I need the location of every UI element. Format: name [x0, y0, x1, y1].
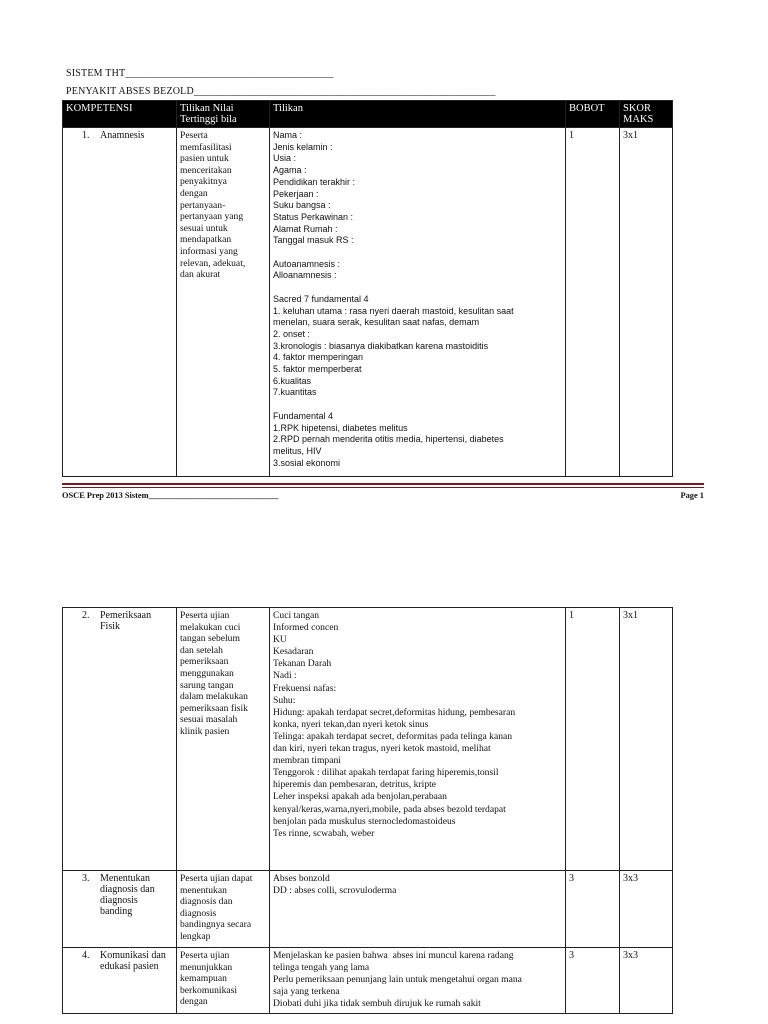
tilikan-line: Pendidikan terakhir :: [273, 176, 356, 187]
tilikan-line: menelan, suara serak, kesulitan saat nafas, demam: [273, 317, 480, 328]
tilikan-line: Frekuensi nafas:: [273, 682, 337, 694]
tilikan-line: 5. faktor memperberat: [273, 364, 362, 375]
tilikan-line: [273, 399, 562, 411]
tilikan-line: 1.RPK hipetensi, diabetes melitus: [273, 422, 408, 433]
tilikan-cell: [270, 608, 566, 871]
kompetensi-cell: [63, 871, 177, 948]
tilikan-line: Kesadaran: [273, 646, 314, 658]
tilikan-line: Alloanamnesis :: [273, 270, 337, 281]
row-number: 3.: [82, 873, 90, 884]
tilikan-line: Alamat Rumah :: [273, 223, 338, 234]
tilikan-line: 4. faktor memperingan: [273, 352, 364, 363]
tilikan-cell: [270, 948, 566, 1014]
tilikan-line: 3.kronologis : biasanya diakibatkan karena mastoiditis: [273, 340, 489, 351]
header-bobot: BOBOT: [566, 101, 620, 128]
tilikan-line: Menjelaskan ke pasien bahwa abses ini muncul karena radang: [273, 950, 514, 961]
kompetensi-label: Menentukan diagnosis dan diagnosis banding: [100, 873, 155, 917]
tilikan-cell: [270, 128, 566, 477]
page-footer: [62, 483, 704, 500]
kompetensi-label: Anamnesis: [100, 130, 145, 141]
tilikan-line: Abses bonzold: [273, 873, 330, 884]
bobot-cell: 1: [566, 128, 620, 477]
tilikan-line: Leher inspeksi apakah ada benjolan,perabaan: [273, 791, 447, 803]
tilikan-line: Hidung: apakah terdapat secret,deformitas hidung, pembesaran: [273, 706, 516, 718]
tilikan-line: membran timpani: [273, 755, 341, 767]
tilikan-line: 1. keluhan utama : rasa nyeri daerah mastoid, kesulitan saat: [273, 305, 514, 316]
tilikan-line: 2. onset :: [273, 328, 311, 339]
tilikan-line: kenyal/keras,warna,nyeri,mobile, pada abses bezold terdapat: [273, 803, 506, 815]
header-tilikan-nilai: Tilikan Nilai Tertinggi bila: [177, 101, 270, 128]
header-skor-maks: SKOR MAKS: [620, 101, 673, 128]
tilikan-line: Diobati duhi jika tidak sembuh dirujuk ke rumah sakit: [273, 998, 481, 1010]
kompetensi-label: Pemeriksaan Fisik: [100, 610, 152, 632]
tilikan-line: saja yang terkena: [273, 986, 340, 998]
row-number: 1.: [82, 130, 90, 141]
bobot-cell: 3: [566, 948, 620, 1014]
tilikan-line: 2.RPD pernah menderita otitis media, hipertensi, diabetes: [273, 434, 504, 445]
bobot-cell: 1: [566, 608, 620, 871]
tilikan-line: 7.kuantitas: [273, 387, 317, 398]
tilikan-line: [273, 282, 562, 294]
footer-rule: [62, 483, 704, 485]
row-number: 2.: [82, 610, 90, 621]
kompetensi-cell: [63, 948, 177, 1014]
competency-table-page1: [62, 100, 673, 477]
nilai-cell: Peserta ujian melakukan cuci tangan sebelum dan setelah pemeriksaan menggunakan sarung tangan dalam melakukan pemeriksaan fisik sesuai masalah klinik pasien: [177, 608, 270, 871]
system-heading: SISTEM THT________________________________________: [66, 68, 334, 79]
kompetensi-label: Komunikasi dan edukasi pasien: [100, 950, 166, 972]
tilikan-cell: [270, 871, 566, 948]
skor-cell: 3x3: [620, 871, 673, 948]
disease-heading: PENYAKIT ABSES BEZOLD__________________________________________________________: [66, 86, 496, 97]
tilikan-line: Telinga: apakah terdapat secret, deformitas pada telinga kanan: [273, 730, 513, 742]
tilikan-line: Suku bangsa :: [273, 200, 331, 211]
tilikan-line: benjolan pada muskulus sternocledomastoideus: [273, 815, 456, 827]
skor-cell: 3x1: [620, 608, 673, 871]
tilikan-line: Usia :: [273, 153, 297, 164]
tilikan-line: Tekanan Darah: [273, 658, 332, 670]
tilikan-line: Nama :: [273, 130, 303, 140]
tilikan-line: KU: [273, 634, 287, 646]
tilikan-line: Perlu pemeriksaan penunjang lain untuk mengetahui organ mana: [273, 974, 522, 986]
tilikan-line: Autoanamnesis :: [273, 258, 341, 269]
tilikan-line: Fundamental 4: [273, 410, 334, 421]
nilai-cell: Peserta ujian dapat menentukan diagnosis dan diagnosis bandingnya secara lengkap: [177, 871, 270, 948]
tilikan-line: Cuci tangan: [273, 610, 320, 621]
tilikan-line: Tes rinne, scwabah, weber: [273, 827, 375, 839]
tilikan-line: dan kiri, nyeri tekan tragus, nyeri ketok mastoid, melihat: [273, 743, 491, 755]
footer-rule-thin: [62, 487, 704, 488]
kompetensi-cell: [63, 128, 177, 477]
kompetensi-cell: [63, 608, 177, 871]
tilikan-line: Tanggal masuk RS :: [273, 235, 354, 246]
tilikan-line: melitus, HIV: [273, 445, 322, 456]
nilai-cell: Peserta memfasilitasi pasien untuk menceritakan penyakitnya dengan pertanyaan- pertanyaan yang sesuai untuk mendapatkan informasi yang relevan, adekuat, dan akurat: [177, 128, 270, 477]
header-tilikan: Tilikan: [270, 101, 566, 128]
tilikan-line: [273, 247, 562, 259]
table-row: [63, 608, 673, 871]
skor-cell: 3x1: [620, 128, 673, 477]
tilikan-line: telinga tengah yang lama: [273, 962, 370, 974]
tilikan-line: 3.sosial ekonomi: [273, 457, 341, 468]
table-row: [63, 871, 673, 948]
tilikan-line: DD : abses colli, scrovuloderma: [273, 885, 397, 897]
tilikan-line: Agama :: [273, 165, 307, 176]
tilikan-line: Jenis kelamin :: [273, 141, 333, 152]
tilikan-line: Suhu:: [273, 694, 296, 706]
nilai-cell: Peserta ujian menunjukkan kemampuan berkomunikasi dengan: [177, 948, 270, 1014]
tilikan-line: Tenggorok : dilihat apakah terdapat faring hiperemis,tonsil: [273, 767, 499, 779]
competency-table-page2: [62, 607, 673, 1014]
tilikan-line: Nadi :: [273, 670, 297, 682]
tilikan-line: Informed concen: [273, 622, 339, 634]
tilikan-line: 6.kualitas: [273, 375, 312, 386]
bobot-cell: 3: [566, 871, 620, 948]
tilikan-line: konka, nyeri tekan,dan nyeri ketok sinus: [273, 718, 429, 730]
header-kompetensi: KOMPETENSI: [63, 101, 177, 128]
footer-left-text: OSCE Prep 2013 Sistem_______________________________: [62, 491, 279, 500]
tilikan-line: hiperemis dan pembesaran, detritus, kripte: [273, 779, 437, 791]
tilikan-line: Pekerjaan :: [273, 188, 319, 199]
tilikan-line: Sacred 7 fundamental 4: [273, 293, 369, 304]
table-row: [63, 948, 673, 1014]
footer-page-number: Page 1: [680, 491, 704, 500]
tilikan-line: Status Perkawinan :: [273, 211, 354, 222]
table-row: [63, 128, 673, 477]
row-number: 4.: [82, 950, 90, 961]
table-header-row: [63, 101, 673, 128]
skor-cell: 3x3: [620, 948, 673, 1014]
